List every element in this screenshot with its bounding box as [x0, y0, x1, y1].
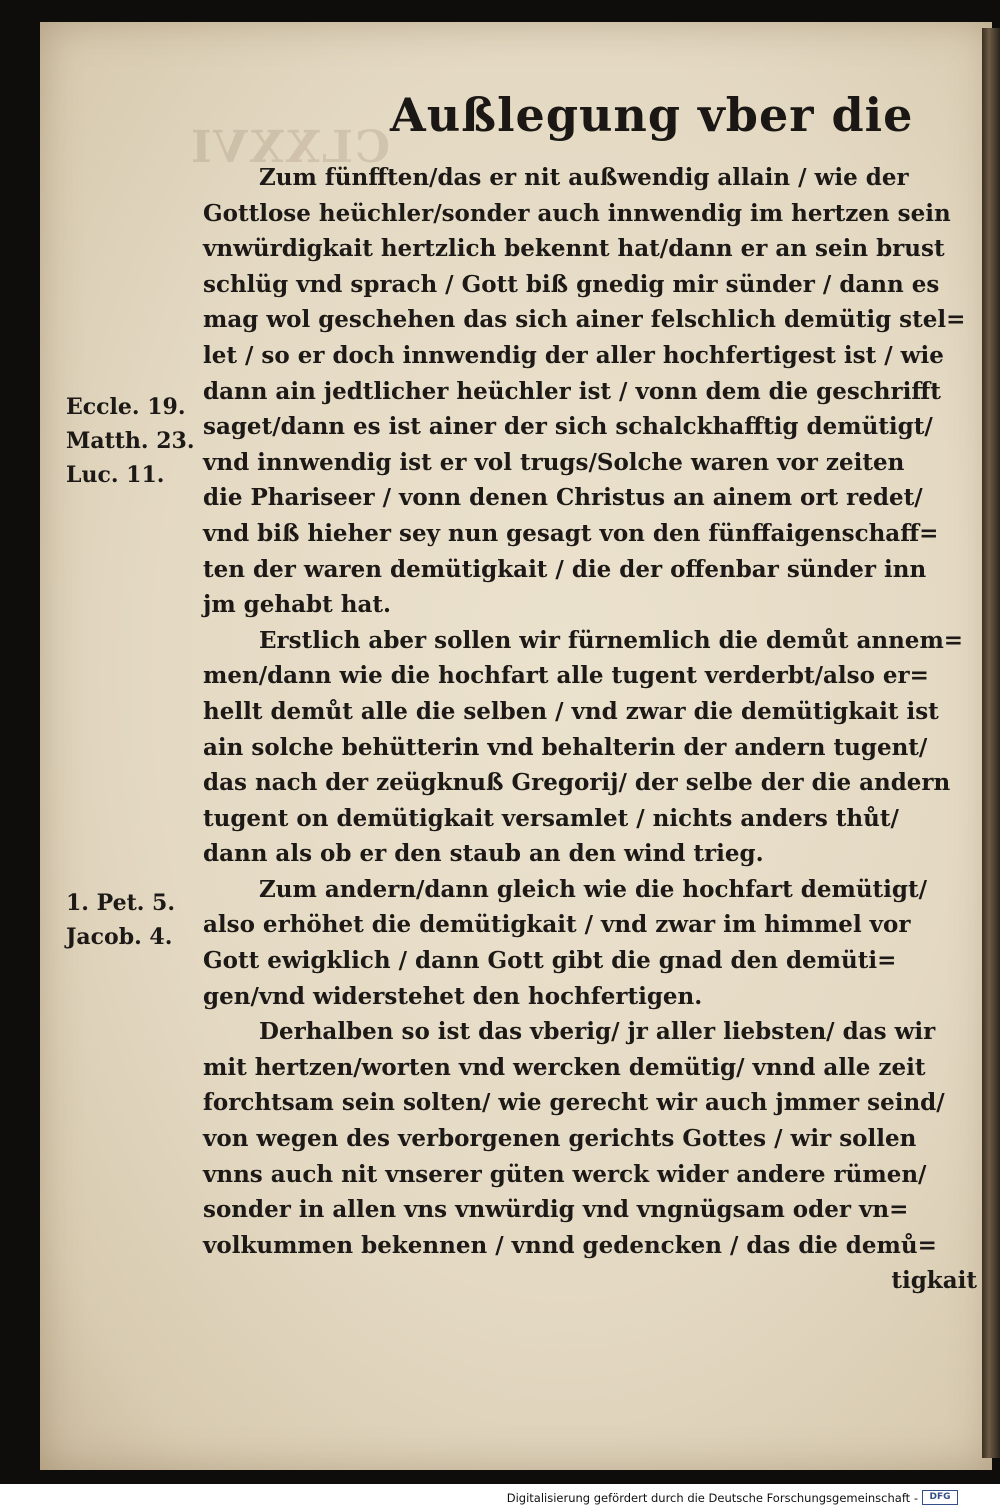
text-line: dann ain jedtlicher heüchler ist / vonn dem die geschrifft: [203, 377, 941, 405]
text-line: ain solche behütterin vnd behalterin der andern tugent/: [203, 733, 928, 761]
text-line: Gott ewigklich / dann Gott gibt die gnad den demüti=: [203, 947, 897, 975]
margin-note-references-1: [66, 390, 195, 492]
footer-credit: [507, 1490, 958, 1505]
margin-note-line: 1. Pet. 5.: [66, 890, 176, 916]
text-line: dann als ob er den staub an den wind trieg.: [203, 840, 764, 868]
margin-note-references-2: [66, 886, 175, 954]
text-line: Zum andern/dann gleich wie die hochfart demütigt/: [259, 875, 928, 903]
text-line: men/dann wie die hochfart alle tugent verderbt/also er=: [203, 662, 929, 690]
text-line: also erhöhet die demütigkait / vnd zwar im himmel vor: [203, 911, 911, 939]
dfg-logo: DFG: [922, 1490, 958, 1505]
show-through-text: CLXXVI: [189, 122, 390, 173]
text-line: von wegen des verborgenen gerichts Gottes / wir sollen: [203, 1125, 917, 1153]
text-line: Erstlich aber sollen wir fürnemlich die demůt annem=: [259, 626, 964, 654]
text-line: volkummen bekennen / vnnd gedencken / das die demů=: [203, 1231, 937, 1259]
margin-note-line: Matth. 23.: [66, 428, 195, 454]
margin-note-line: Eccle. 19.: [66, 394, 186, 420]
text-line: vnwürdigkait hertzlich bekennt hat/dann er an sein brust: [203, 235, 945, 263]
body-text: [203, 160, 983, 1299]
text-line: Derhalben so ist das vberig/ jr aller liebsten/ das wir: [259, 1018, 936, 1046]
text-line: jm gehabt hat.: [203, 591, 391, 619]
text-line: vnd biß hieher sey nun gesagt von den fünffaigenschaff=: [203, 519, 939, 547]
text-line: saget/dann es ist ainer der sich schalckhafftig demütigt/: [203, 413, 933, 441]
text-line: let / so er doch innwendig der aller hochfertigest ist / wie: [203, 341, 944, 369]
text-line: schlüg vnd sprach / Gott biß gnedig mir sünder / dann es: [203, 270, 940, 298]
footer-credit-text: Digitalisierung gefördert durch die Deutsche Forschungsgemeinschaft -: [506, 1490, 918, 1505]
text-line: tugent on demütigkait versamlet / nichts anders thůt/: [203, 804, 899, 832]
running-head: Außlegung vber die: [390, 88, 914, 142]
text-line: vnns auch nit vnserer güten werck wider andere rümen/: [203, 1160, 927, 1188]
text-line: sonder in allen vns vnwürdig vnd vngnügsam oder vn=: [203, 1196, 909, 1224]
text-line: gen/vnd widerstehet den hochfertigen.: [203, 982, 703, 1010]
margin-note-line: Jacob. 4.: [66, 924, 173, 950]
text-line: mag wol geschehen das sich ainer felschlich demütig stel=: [203, 306, 966, 334]
text-line: die Phariseer / vonn denen Christus an ainem ort redet/: [203, 484, 923, 512]
text-line: vnd innwendig ist er vol trugs/Solche waren vor zeiten: [203, 448, 905, 476]
text-line: Zum fünfften/das er nit außwendig allain / wie der: [259, 164, 909, 191]
text-line: Gottlose heüchler/sonder auch innwendig im hertzen sein: [203, 199, 951, 227]
text-line: forchtsam sein solten/ wie gerecht wir auch jmmer seind/: [203, 1089, 945, 1117]
text-line: hellt demůt alle die selben / vnd zwar die demütigkait ist: [203, 697, 939, 725]
page-edge: [982, 28, 1000, 1458]
text-line: mit hertzen/worten vnd wercken demütig/ vnnd alle zeit: [203, 1053, 926, 1081]
text-line: ten der waren demütigkait / die der offenbar sünder inn: [203, 555, 927, 583]
margin-note-line: Luc. 11.: [66, 462, 165, 488]
catchword: tigkait: [891, 1267, 977, 1295]
text-line: das nach der zeügknuß Gregorij/ der selbe der die andern: [203, 769, 951, 797]
